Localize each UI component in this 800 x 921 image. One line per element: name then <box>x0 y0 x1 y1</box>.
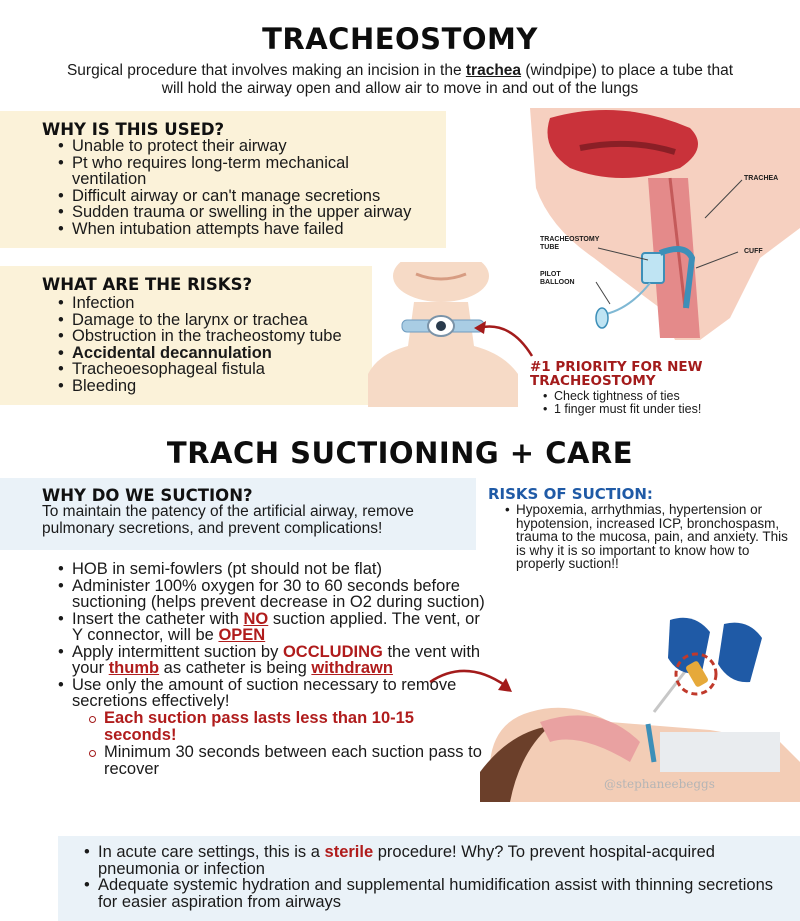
note-item: • Adequate systemic hydration and supplemental humidification assist with thinning secretions for easier aspiration from airways <box>82 877 782 910</box>
why-used-heading: WHY IS THIS USED? <box>42 120 225 139</box>
list-item: • Obstruction in the tracheostomy tube <box>56 328 376 345</box>
why-suction-panel <box>0 478 476 550</box>
list-item: • Accidental decannulation <box>56 345 376 362</box>
list-item: • Damage to the larynx or trachea <box>56 312 376 329</box>
risks-of-suction-heading: RISKS OF SUCTION: <box>488 485 653 503</box>
label-tracheostomy-tube: TRACHEOSTOMY TUBE <box>540 236 600 251</box>
bottom-notes-panel <box>58 836 800 921</box>
curved-arrow-icon <box>426 664 516 700</box>
risks-of-suction-list <box>504 503 788 571</box>
intro-text: Surgical procedure that involves making an incision in the trachea (windpipe) to place a tube that will hold the airway open and allow air to move in and out of the lungs <box>66 62 734 97</box>
watermark: @stephaneebeggs <box>604 777 715 791</box>
step-item: • Use only the amount of suction necessary to remove secretions effectively! Each suction pass lasts less than 10-15 seconds! Minimum 30 seconds between each suction pass to recover <box>56 677 486 778</box>
step-item: • Insert the catheter with NO suction applied. The vent, or Y connector, will be OPEN <box>56 611 486 644</box>
step-item: • HOB in semi-fowlers (pt should not be flat) <box>56 561 486 578</box>
list-item: • Difficult airway or can't manage secretions <box>56 188 416 205</box>
note-item: • In acute care settings, this is a sterile procedure! Why? To prevent hospital-acquired pneumonia or infection <box>82 844 782 877</box>
why-used-panel <box>0 111 446 248</box>
why-suction-heading: WHY DO WE SUCTION? <box>42 486 253 505</box>
priority-title: #1 PRIORITY FOR NEW TRACHEOSTOMY <box>530 359 703 389</box>
step-sub-list <box>88 710 486 778</box>
sub-item: Each suction pass lasts less than 10-15 seconds! <box>88 710 486 744</box>
page-title: TRACHEOSTOMY <box>262 22 538 56</box>
label-pilot-balloon: PILOT BALLOON <box>540 271 575 286</box>
list-item: • Unable to protect their airway <box>56 138 416 155</box>
label-trachea: TRACHEA <box>744 175 779 182</box>
list-item: • When intubation attempts have failed <box>56 221 416 238</box>
list-item: • Sudden trauma or swelling in the upper airway <box>56 204 416 221</box>
section-title: TRACH SUCTIONING + CARE <box>166 436 634 470</box>
risks-heading: WHAT ARE THE RISKS? <box>42 275 253 294</box>
step-item: • Administer 100% oxygen for 30 to 60 seconds before suctioning (helps prevent decrease in O2 during suction) <box>56 578 486 611</box>
risks-panel <box>0 266 372 405</box>
list-item: • Pt who requires long-term mechanical ventilation <box>56 155 416 188</box>
risks-list <box>56 295 376 394</box>
list-item: • Check tightness of ties <box>542 390 790 403</box>
list-item: • Tracheoesophageal fistula <box>56 361 376 378</box>
list-item: • Infection <box>56 295 376 312</box>
list-item: • Hypoxemia, arrhythmias, hypertension or hypotension, increased ICP, bronchospasm, trauma to the mucosa, pain, and anxiety. This is why it is so important to know how to properly suction!! <box>504 503 788 571</box>
list-item: • 1 finger must fit under ties! <box>542 403 790 416</box>
risks-of-suction-block <box>488 485 788 571</box>
priority-block <box>530 360 790 416</box>
suctioning-illustration <box>480 612 800 802</box>
list-item: • Bleeding <box>56 378 376 395</box>
step-item: • Apply intermittent suction by OCCLUDING the vent with your thumb as catheter is being withdrawn <box>56 644 486 677</box>
why-used-list <box>56 138 416 237</box>
label-cuff: CUFF <box>744 248 763 255</box>
trachea-anatomy-illustration <box>510 108 800 348</box>
trachea-keyword: trachea <box>465 62 522 79</box>
priority-list <box>542 390 790 416</box>
bottom-notes-list <box>82 844 782 910</box>
why-suction-text: To maintain the patency of the artificial airway, remove pulmonary secretions, and prevent complications! <box>42 503 414 537</box>
suction-steps-list <box>56 561 486 778</box>
sub-item: Minimum 30 seconds between each suction pass to recover <box>88 744 486 778</box>
